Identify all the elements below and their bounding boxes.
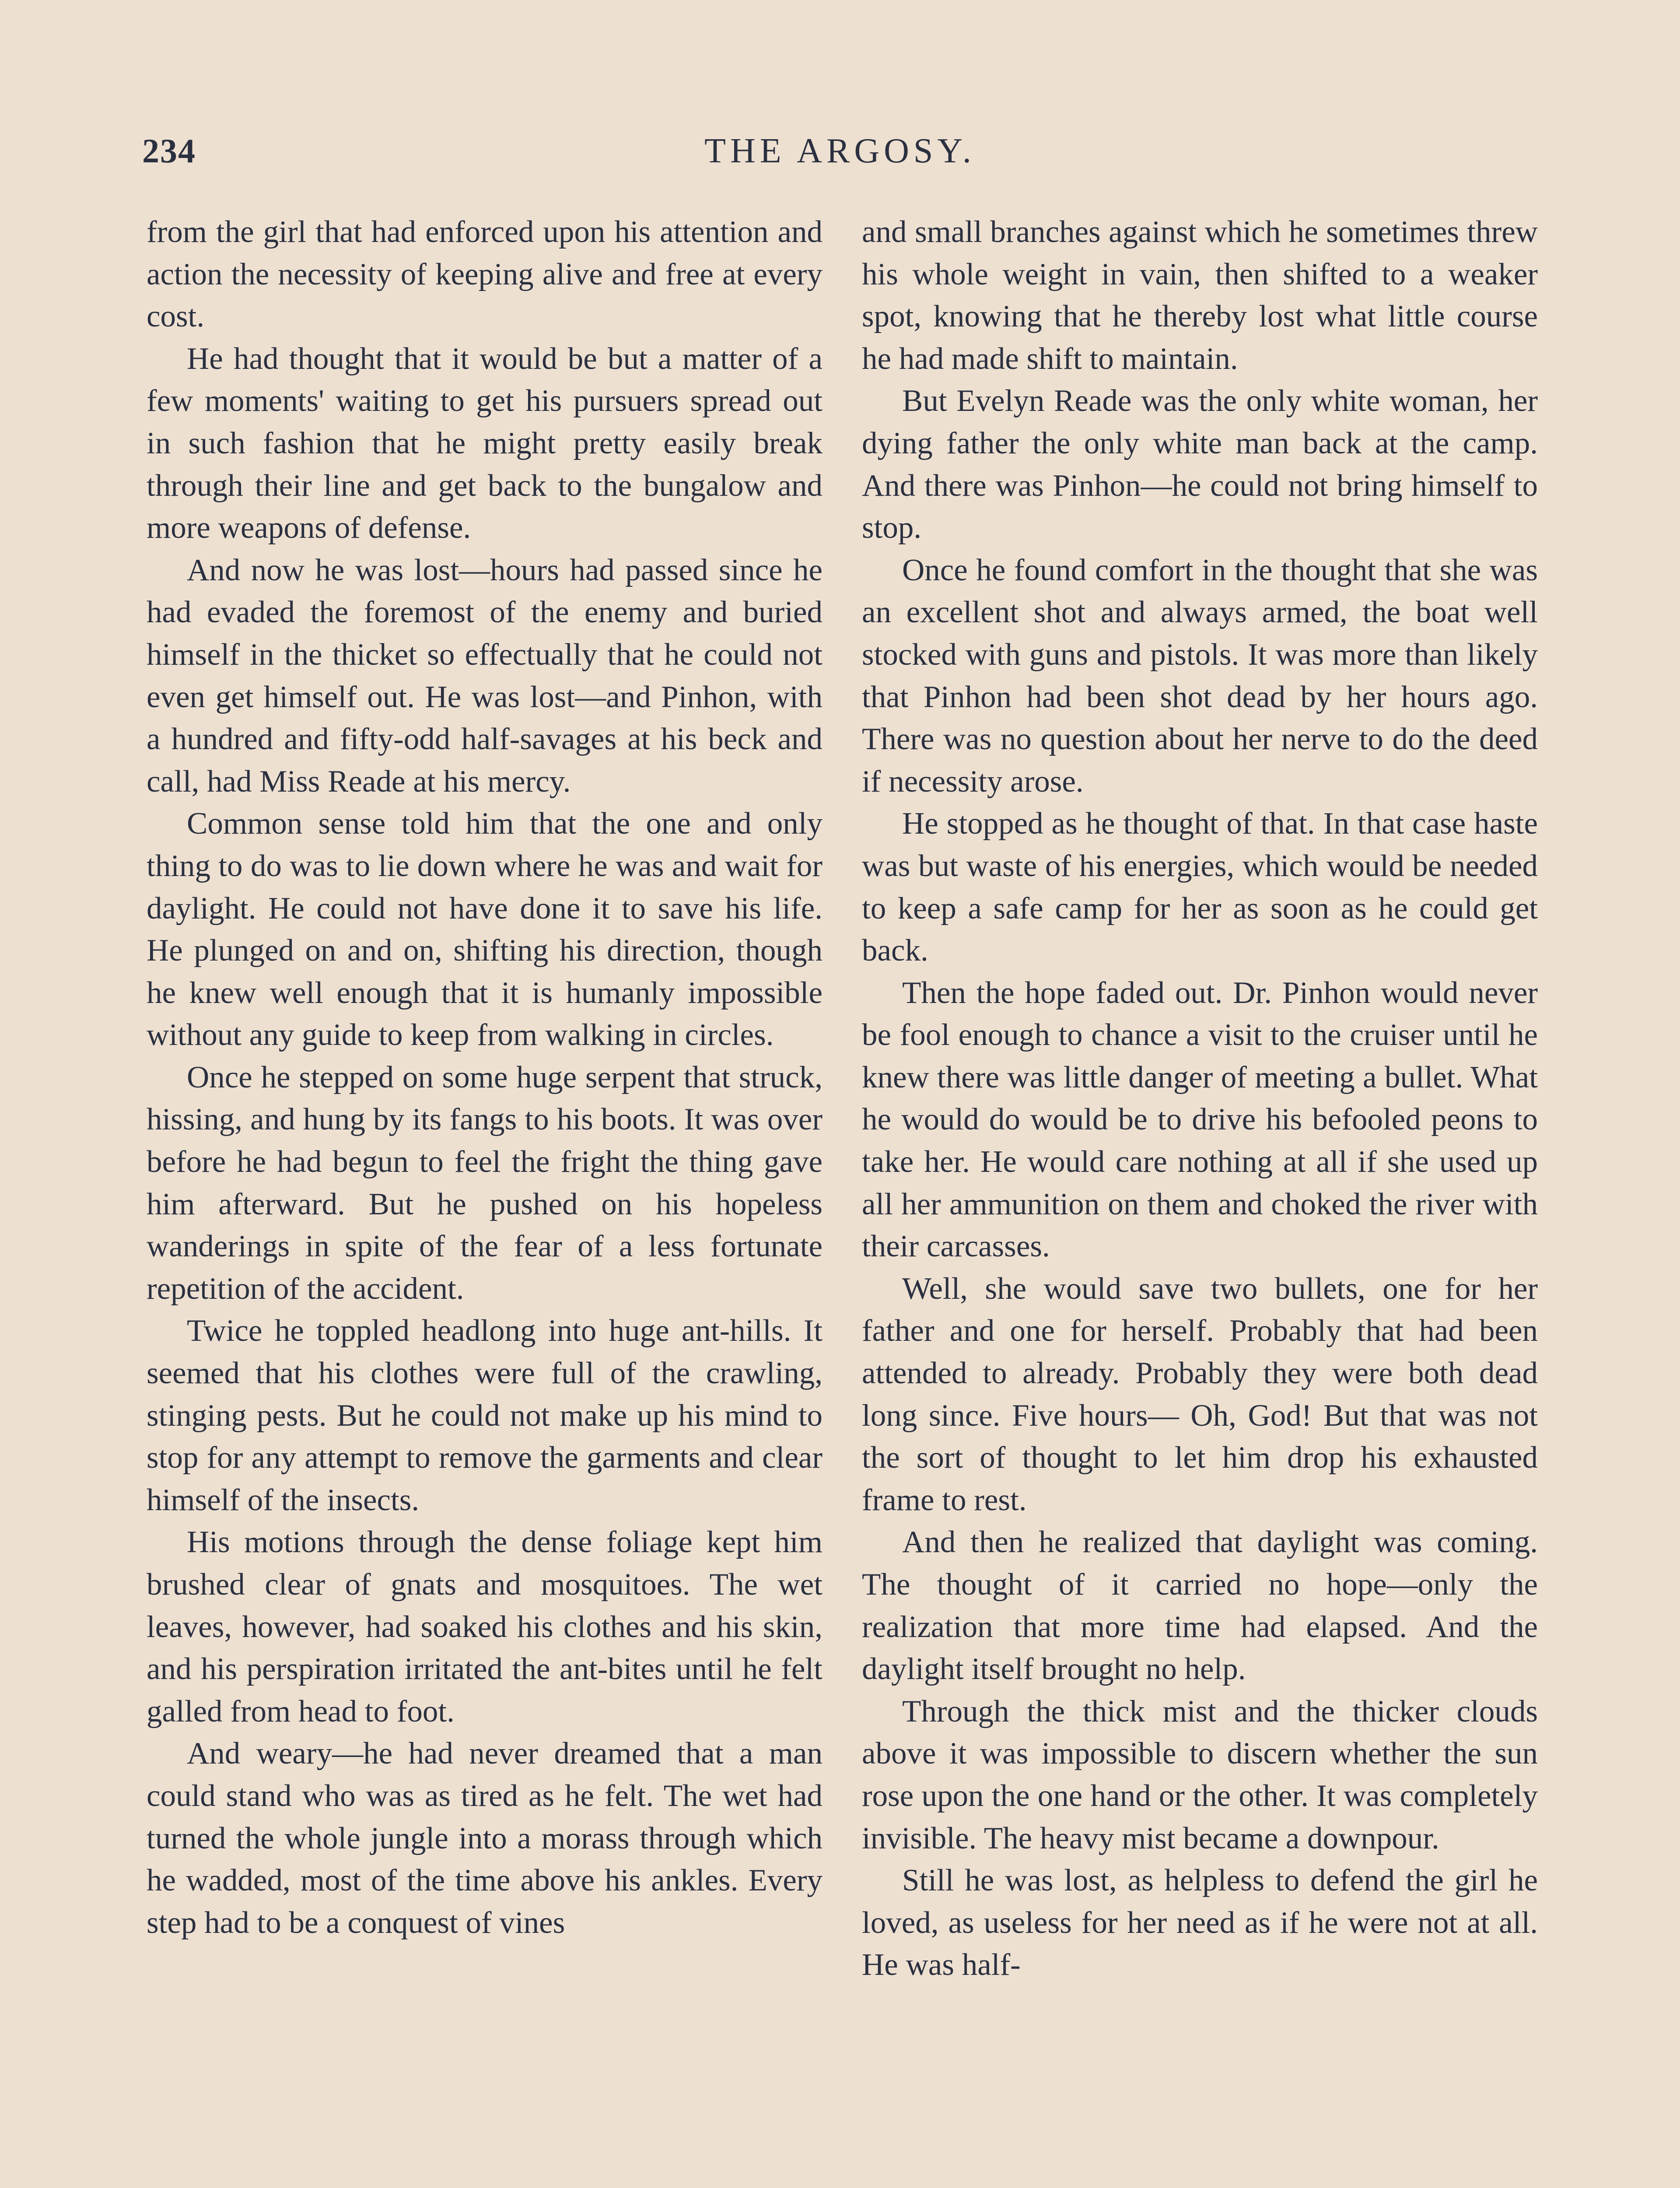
paragraph: Twice he toppled headlong into huge ant-hills. It seemed that his clothes were full of the crawling, stinging pests. But he could not make up his mind to stop for any attempt to remove the garments and clear himself of the insects.: [147, 1314, 822, 1517]
paragraph: And now he was lost—hours had passed since he had evaded the foremost of the enemy and buried himself in the thicket so effectually that he could not even get himself out. He was lost—and Pinhon, with a hundred and fifty-odd half-savages at his beck and call, had Miss Reade at his mercy.: [147, 553, 822, 799]
paragraph: His motions through the dense foliage kept him brushed clear of gnats and mosquitoes. The wet leaves, however, had soaked his clothes and his skin, and his perspiration irritated the ant-bites until he felt galled from head to foot.: [147, 1525, 822, 1729]
paragraph: Once he stepped on some huge serpent that struck, hissing, and hung by its fangs to his boots. It was over before he had begun to feel the fright the thing gave him afterward. But he pushed on his hopeless wanderings in spite of the fear of a less fortunate repetition of the accident.: [147, 1060, 822, 1306]
page-number: 234: [142, 132, 196, 170]
paragraph: And then he realized that daylight was coming. The thought of it carried no hope—only the realization that more time had elapsed. And the daylight itself brought no help.: [862, 1525, 1538, 1687]
paragraph: But Evelyn Reade was the only white woman, her dying father the only white man back at the camp. And there was Pinhon—he could not bring himself to stop.: [862, 384, 1538, 545]
paragraph: He had thought that it would be but a matter of a few moments' waiting to get his pursuers spread out in such fashion that he might pretty easily break through their line and get back to the bungalow and more weapons of defense.: [147, 341, 822, 545]
paragraph: Once he found comfort in the thought that she was an excellent shot and always armed, the boat well stocked with guns and pistols. It was more than likely that Pinhon had been shot dead by her hours ago. There was no question about her nerve to do the deed if necessity arose.: [862, 553, 1538, 799]
paragraph: Well, she would save two bullets, one for her father and one for herself. Probably that had been attended to already. Probably they were both dead long since. Five hours— Oh, God! But that was not the sort of thought to let him drop his exhausted frame to rest.: [862, 1271, 1538, 1517]
paragraph: and small branches against which he sometimes threw his whole weight in vain, then shifted to a weaker spot, knowing that he thereby lost what little course he had made shift to maintain.: [862, 215, 1538, 376]
paragraph: He stopped as he thought of that. In that case haste was but waste of his energies, which would be needed to keep a safe camp for her as soon as he could get back.: [862, 806, 1538, 968]
paragraph: Common sense told him that the one and only thing to do was to lie down where he was and wait for daylight. He could not have done it to save his life. He plunged on and on, shifting his direction, though he knew well enough that it is humanly impossible without any guide to keep from walking in circles.: [147, 806, 822, 1052]
paragraph: Then the hope faded out. Dr. Pinhon would never be fool enough to chance a visit to the cruiser until he knew there was little danger of meeting a bullet. What he would do would be to drive his befooled peons to take her. He would care nothing at all if she used up all her ammunition on them and choked the river with their carcasses.: [862, 975, 1538, 1264]
page-header: [142, 131, 1538, 184]
paragraph: Through the thick mist and the thicker clouds above it was impossible to discern whether the sun rose upon the one hand or the other. It was completely invisible. The heavy mist became a downpour.: [862, 1694, 1538, 1855]
running-title: THE ARGOSY.: [704, 132, 976, 170]
paragraph: from the girl that had enforced upon his attention and action the necessity of keeping alive and free at every cost.: [147, 215, 822, 334]
paragraph: And weary—he had never dreamed that a man could stand who was as tired as he felt. The wet had turned the whole jungle into a morass through which he wadded, most of the time above his ankles. Every step had to be a conquest of vines: [147, 1736, 822, 1940]
left-column: [147, 211, 822, 1944]
paragraph: Still he was lost, as helpless to defend the girl he loved, as useless for her need as if he were not at all. He was half-: [862, 1863, 1538, 1982]
right-column: [862, 211, 1538, 1986]
